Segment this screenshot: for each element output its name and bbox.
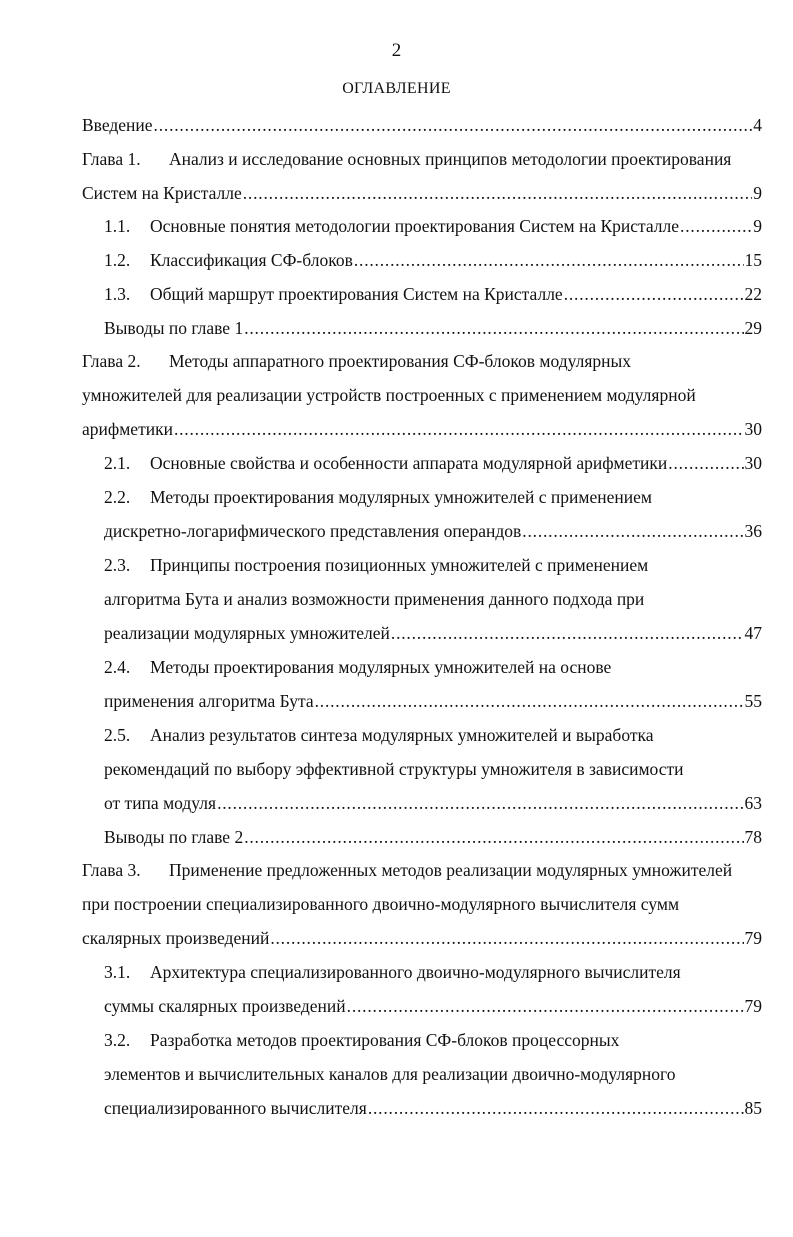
toc-entry-text: от типа модуля bbox=[104, 793, 217, 813]
toc-page-number: 55 bbox=[744, 691, 762, 711]
toc-entry-text: Основные понятия методологии проектирования Систем на Кристалле bbox=[150, 216, 680, 236]
toc-entry-text: Архитектура специализированного двоично-модулярного вычислителя bbox=[150, 962, 681, 982]
toc-entry-text: Методы аппаратного проектирования СФ-блоков модулярных bbox=[169, 351, 631, 371]
section-number: 2.5. bbox=[104, 725, 131, 745]
toc-entry-text: суммы скалярных произведений bbox=[104, 996, 346, 1016]
toc-chapter-3-heading[interactable] bbox=[82, 859, 762, 881]
toc-page-number: 79 bbox=[744, 996, 762, 1016]
toc-page-number: 9 bbox=[753, 183, 762, 203]
dot-leader bbox=[154, 114, 753, 136]
section-number: 2.2. bbox=[104, 487, 131, 507]
toc-conclusions-1[interactable] bbox=[104, 317, 762, 339]
toc-entry-text: Методы проектирования модулярных умножителей с применением bbox=[150, 487, 652, 507]
section-number: 1.3. bbox=[104, 284, 131, 304]
section-number: 2.4. bbox=[104, 657, 131, 677]
toc-page-number: 29 bbox=[744, 318, 762, 338]
toc-section-2-3[interactable] bbox=[104, 622, 762, 644]
toc-entry-text: дискретно-логарифмического представления операндов bbox=[104, 521, 522, 541]
toc-entry-text: Методы проектирования модулярных умножителей на основе bbox=[150, 657, 612, 677]
section-number: 1.2. bbox=[104, 250, 131, 270]
toc-chapter-3-continued[interactable] bbox=[82, 893, 762, 915]
section-number: 2.3. bbox=[104, 555, 131, 575]
toc-section-3-1[interactable] bbox=[104, 995, 762, 1017]
toc-page-number: 63 bbox=[744, 793, 762, 813]
dot-leader bbox=[522, 520, 743, 542]
toc-entry-text: Общий маршрут проектирования Систем на Кристалле bbox=[150, 284, 563, 304]
dot-leader bbox=[668, 452, 743, 474]
dot-leader bbox=[244, 826, 743, 848]
dot-leader bbox=[315, 690, 744, 712]
toc-page-number: 85 bbox=[744, 1098, 762, 1118]
toc-entry-text: Анализ результатов синтеза модулярных умножителей и выработка bbox=[150, 725, 654, 745]
dot-leader bbox=[270, 927, 743, 949]
toc-section-2-4[interactable] bbox=[104, 690, 762, 712]
chapter-number: Глава 2. bbox=[82, 351, 141, 371]
toc-page-number: 15 bbox=[744, 250, 762, 270]
toc-section-2-1[interactable] bbox=[104, 452, 762, 474]
toc-page-number: 36 bbox=[744, 521, 762, 541]
toc-section-3-2[interactable] bbox=[104, 1097, 762, 1119]
dot-leader bbox=[680, 215, 752, 237]
toc-entry-text: Выводы по главе 1 bbox=[104, 318, 244, 338]
dot-leader bbox=[347, 995, 744, 1017]
toc-entry-text: при построении специализированного двоично-модулярного вычислителя сумм bbox=[82, 894, 680, 914]
dot-leader bbox=[368, 1097, 744, 1119]
dot-leader bbox=[244, 317, 743, 339]
toc-section-2-2-heading[interactable] bbox=[104, 486, 762, 508]
toc-section-2-4-heading[interactable] bbox=[104, 656, 762, 678]
toc-page-number: 9 bbox=[753, 216, 762, 236]
section-number: 2.1. bbox=[104, 453, 131, 473]
section-number: 1.1. bbox=[104, 216, 131, 236]
toc-page-number: 4 bbox=[753, 115, 762, 135]
toc-entry-text: Введение bbox=[82, 115, 153, 135]
toc-entry-text: Применение предложенных методов реализации модулярных умножителей bbox=[169, 860, 733, 880]
toc-section-1-3[interactable] bbox=[104, 283, 762, 305]
toc-entry-text: Выводы по главе 2 bbox=[104, 827, 244, 847]
toc-section-2-5-heading[interactable] bbox=[104, 724, 762, 746]
toc-chapter-1-heading[interactable] bbox=[82, 148, 762, 170]
toc-entry-text: алгоритма Бута и анализ возможности применения данного подхода при bbox=[104, 589, 645, 609]
toc-section-2-3-heading[interactable] bbox=[104, 554, 762, 576]
toc-page-number: 30 bbox=[744, 453, 762, 473]
toc-entry-text: Систем на Кристалле bbox=[82, 183, 242, 203]
toc-entry-text: применения алгоритма Бута bbox=[104, 691, 314, 711]
toc-entry-text: Анализ и исследование основных принципов методологии проектирования bbox=[169, 149, 732, 169]
toc-entry-text: умножителей для реализации устройств построенных с применением модулярной bbox=[82, 385, 696, 405]
toc-page-number: 30 bbox=[744, 419, 762, 439]
section-number: 3.1. bbox=[104, 962, 131, 982]
toc-section-1-1[interactable] bbox=[104, 215, 762, 237]
dot-leader bbox=[564, 283, 744, 305]
toc-chapter-2-continued[interactable] bbox=[82, 384, 762, 406]
chapter-number: Глава 3. bbox=[82, 860, 141, 880]
toc-page-number: 79 bbox=[744, 928, 762, 948]
toc-entry-text: скалярных произведений bbox=[82, 928, 270, 948]
toc-page-number: 22 bbox=[744, 284, 762, 304]
toc-section-1-2[interactable] bbox=[104, 249, 762, 271]
toc-section-2-2[interactable] bbox=[104, 520, 762, 542]
chapter-number: Глава 1. bbox=[82, 149, 141, 169]
toc-entry-text: специализированного вычислителя bbox=[104, 1098, 367, 1118]
toc-section-3-1-heading[interactable] bbox=[104, 961, 762, 983]
dot-leader bbox=[217, 792, 743, 814]
toc-section-2-3-continued[interactable] bbox=[104, 588, 762, 610]
toc-chapter-3[interactable] bbox=[82, 927, 762, 949]
toc-entry-text: Принципы построения позиционных умножителей с применением bbox=[150, 555, 649, 575]
toc-page-number: 47 bbox=[744, 623, 762, 643]
page-number: 2 bbox=[391, 40, 402, 61]
dot-leader bbox=[243, 182, 753, 204]
toc-entry-text: арифметики bbox=[82, 419, 173, 439]
toc-section-2-5-continued[interactable] bbox=[104, 758, 762, 780]
dot-leader bbox=[354, 249, 744, 271]
toc-chapter-1[interactable] bbox=[82, 182, 762, 204]
toc-section-3-2-heading[interactable] bbox=[104, 1029, 762, 1051]
toc-title: ОГЛАВЛЕНИЕ bbox=[342, 80, 451, 97]
toc-conclusions-2[interactable] bbox=[104, 826, 762, 848]
toc-entry-text: Классификация СФ-блоков bbox=[150, 250, 353, 270]
toc-entry-text: элементов и вычислительных каналов для реализации двоично-модулярного bbox=[104, 1064, 676, 1084]
section-number: 3.2. bbox=[104, 1030, 131, 1050]
toc-chapter-2-heading[interactable] bbox=[82, 350, 762, 372]
toc-section-3-2-continued[interactable] bbox=[104, 1063, 762, 1085]
toc-entry-intro[interactable] bbox=[82, 114, 762, 136]
dot-leader bbox=[174, 418, 744, 440]
toc-page-number: 78 bbox=[744, 827, 762, 847]
dot-leader bbox=[391, 622, 744, 644]
toc-entry-text: Основные свойства и особенности аппарата модулярной арифметики bbox=[150, 453, 668, 473]
toc-entry-text: Разработка методов проектирования СФ-блоков процессорных bbox=[150, 1030, 620, 1050]
toc-section-2-5[interactable] bbox=[104, 792, 762, 814]
toc-entry-text: рекомендаций по выбору эффективной структуры умножителя в зависимости bbox=[104, 759, 684, 779]
toc-entry-text: реализации модулярных умножителей bbox=[104, 623, 390, 643]
toc-chapter-2[interactable] bbox=[82, 418, 762, 440]
